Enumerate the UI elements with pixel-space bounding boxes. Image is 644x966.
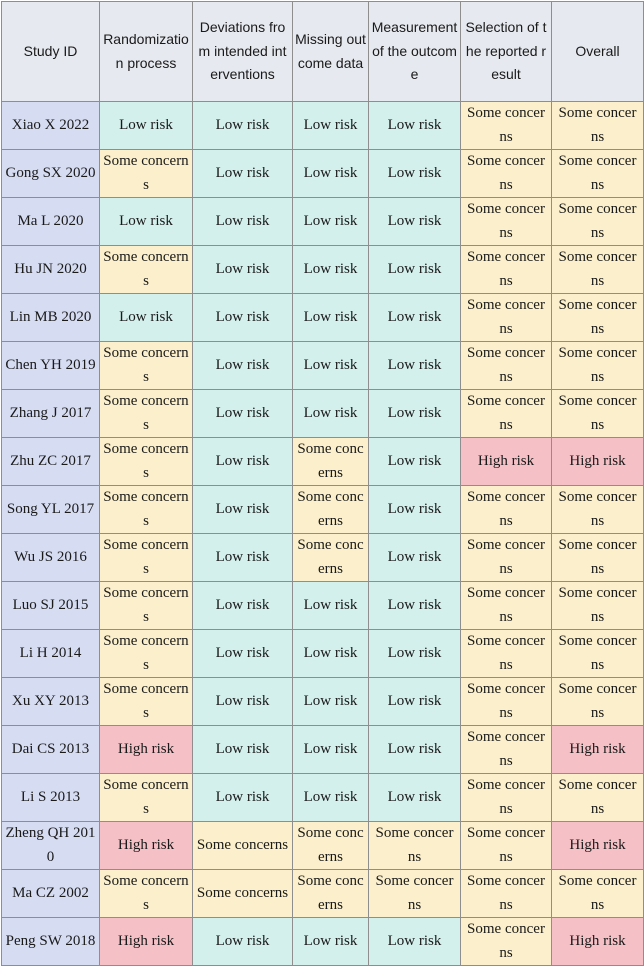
- study-id-cell: Li H 2014: [2, 630, 100, 678]
- deviations-rating-cell: Low risk: [193, 246, 293, 294]
- randomization-rating-cell: Some concerns: [100, 342, 193, 390]
- randomization-rating-cell: High risk: [100, 726, 193, 774]
- study-id-cell: Hu JN 2020: [2, 246, 100, 294]
- selection-rating-cell: Some concerns: [461, 246, 552, 294]
- deviations-rating-cell: Low risk: [193, 342, 293, 390]
- selection-rating-cell: Some concerns: [461, 630, 552, 678]
- study-id-cell: Li S 2013: [2, 774, 100, 822]
- randomization-rating-cell: Low risk: [100, 198, 193, 246]
- study-id-cell: Luo SJ 2015: [2, 582, 100, 630]
- overall-rating-cell: Some concerns: [552, 342, 644, 390]
- selection-rating-cell: Some concerns: [461, 582, 552, 630]
- missing-data-rating-cell: Low risk: [293, 774, 369, 822]
- overall-rating-cell: Some concerns: [552, 534, 644, 582]
- selection-rating-cell: Some concerns: [461, 486, 552, 534]
- deviations-rating-cell: Low risk: [193, 774, 293, 822]
- selection-rating-cell: Some concerns: [461, 102, 552, 150]
- overall-rating-cell: Some concerns: [552, 198, 644, 246]
- deviations-rating-cell: Low risk: [193, 486, 293, 534]
- missing-data-rating-cell: Low risk: [293, 390, 369, 438]
- missing-data-rating-cell: Low risk: [293, 342, 369, 390]
- randomization-rating-cell: Some concerns: [100, 582, 193, 630]
- deviations-rating-cell: Low risk: [193, 390, 293, 438]
- randomization-rating-cell: Some concerns: [100, 774, 193, 822]
- overall-rating-cell: High risk: [552, 918, 644, 966]
- randomization-rating-cell: Some concerns: [100, 438, 193, 486]
- missing-data-rating-cell: Low risk: [293, 294, 369, 342]
- study-id-cell: Zhu ZC 2017: [2, 438, 100, 486]
- missing-data-rating-cell: Low risk: [293, 102, 369, 150]
- overall-rating-cell: Some concerns: [552, 870, 644, 918]
- deviations-rating-cell: Low risk: [193, 150, 293, 198]
- randomization-rating-cell: Some concerns: [100, 486, 193, 534]
- study-id-cell: Zheng QH 2010: [2, 822, 100, 870]
- overall-rating-cell: High risk: [552, 822, 644, 870]
- missing-data-rating-cell: Some concerns: [293, 486, 369, 534]
- overall-rating-cell: High risk: [552, 438, 644, 486]
- measurement-rating-cell: Low risk: [369, 438, 461, 486]
- deviations-rating-cell: Low risk: [193, 294, 293, 342]
- missing-data-rating-cell: Low risk: [293, 726, 369, 774]
- table-row: [2, 630, 644, 678]
- randomization-rating-cell: Some concerns: [100, 630, 193, 678]
- study-id-cell: Chen YH 2019: [2, 342, 100, 390]
- missing-data-rating-cell: Low risk: [293, 678, 369, 726]
- randomization-rating-cell: High risk: [100, 822, 193, 870]
- selection-rating-cell: Some concerns: [461, 726, 552, 774]
- table-row: [2, 438, 644, 486]
- overall-rating-cell: Some concerns: [552, 150, 644, 198]
- selection-rating-cell: Some concerns: [461, 294, 552, 342]
- header-study-id: Study ID: [2, 2, 100, 102]
- randomization-rating-cell: Low risk: [100, 294, 193, 342]
- table-row: [2, 294, 644, 342]
- study-id-cell: Wu JS 2016: [2, 534, 100, 582]
- deviations-rating-cell: Low risk: [193, 198, 293, 246]
- study-id-cell: Gong SX 2020: [2, 150, 100, 198]
- header-row: [2, 2, 644, 102]
- missing-data-rating-cell: Low risk: [293, 198, 369, 246]
- overall-rating-cell: Some concerns: [552, 246, 644, 294]
- missing-data-rating-cell: Low risk: [293, 918, 369, 966]
- table-row: [2, 102, 644, 150]
- measurement-rating-cell: Low risk: [369, 390, 461, 438]
- study-id-cell: Dai CS 2013: [2, 726, 100, 774]
- selection-rating-cell: Some concerns: [461, 678, 552, 726]
- measurement-rating-cell: Low risk: [369, 726, 461, 774]
- overall-rating-cell: Some concerns: [552, 390, 644, 438]
- deviations-rating-cell: Low risk: [193, 918, 293, 966]
- table-row: [2, 678, 644, 726]
- randomization-rating-cell: Some concerns: [100, 150, 193, 198]
- header-randomization: Randomization process: [100, 2, 193, 102]
- measurement-rating-cell: Some concerns: [369, 822, 461, 870]
- overall-rating-cell: Some concerns: [552, 294, 644, 342]
- measurement-rating-cell: Low risk: [369, 534, 461, 582]
- overall-rating-cell: Some concerns: [552, 630, 644, 678]
- missing-data-rating-cell: Low risk: [293, 582, 369, 630]
- randomization-rating-cell: Some concerns: [100, 678, 193, 726]
- overall-rating-cell: Some concerns: [552, 774, 644, 822]
- deviations-rating-cell: Low risk: [193, 678, 293, 726]
- deviations-rating-cell: Low risk: [193, 726, 293, 774]
- study-id-cell: Song YL 2017: [2, 486, 100, 534]
- table-row: [2, 918, 644, 966]
- table-row: [2, 150, 644, 198]
- selection-rating-cell: Some concerns: [461, 822, 552, 870]
- header-missing-data: Missing outcome data: [293, 2, 369, 102]
- randomization-rating-cell: Some concerns: [100, 870, 193, 918]
- study-id-cell: Xu XY 2013: [2, 678, 100, 726]
- overall-rating-cell: Some concerns: [552, 678, 644, 726]
- selection-rating-cell: Some concerns: [461, 342, 552, 390]
- measurement-rating-cell: Low risk: [369, 342, 461, 390]
- measurement-rating-cell: Low risk: [369, 198, 461, 246]
- measurement-rating-cell: Low risk: [369, 150, 461, 198]
- selection-rating-cell: Some concerns: [461, 918, 552, 966]
- overall-rating-cell: Some concerns: [552, 582, 644, 630]
- selection-rating-cell: Some concerns: [461, 870, 552, 918]
- table-row: [2, 390, 644, 438]
- overall-rating-cell: High risk: [552, 726, 644, 774]
- table-row: [2, 342, 644, 390]
- measurement-rating-cell: Low risk: [369, 630, 461, 678]
- selection-rating-cell: Some concerns: [461, 198, 552, 246]
- header-deviations: Deviations from intended interventions: [193, 2, 293, 102]
- randomization-rating-cell: Some concerns: [100, 534, 193, 582]
- measurement-rating-cell: Low risk: [369, 486, 461, 534]
- selection-rating-cell: High risk: [461, 438, 552, 486]
- study-id-cell: Zhang J 2017: [2, 390, 100, 438]
- randomization-rating-cell: Some concerns: [100, 390, 193, 438]
- missing-data-rating-cell: Some concerns: [293, 438, 369, 486]
- study-id-cell: Peng SW 2018: [2, 918, 100, 966]
- study-id-cell: Ma CZ 2002: [2, 870, 100, 918]
- selection-rating-cell: Some concerns: [461, 150, 552, 198]
- deviations-rating-cell: Low risk: [193, 438, 293, 486]
- deviations-rating-cell: Low risk: [193, 102, 293, 150]
- deviations-rating-cell: Some concerns: [193, 822, 293, 870]
- missing-data-rating-cell: Low risk: [293, 150, 369, 198]
- header-overall: Overall: [552, 2, 644, 102]
- randomization-rating-cell: Some concerns: [100, 246, 193, 294]
- study-id-cell: Ma L 2020: [2, 198, 100, 246]
- measurement-rating-cell: Low risk: [369, 246, 461, 294]
- table-row: [2, 870, 644, 918]
- table-row: [2, 486, 644, 534]
- header-selection: Selection of the reported result: [461, 2, 552, 102]
- measurement-rating-cell: Some concerns: [369, 870, 461, 918]
- study-id-cell: Lin MB 2020: [2, 294, 100, 342]
- deviations-rating-cell: Some concerns: [193, 870, 293, 918]
- missing-data-rating-cell: Some concerns: [293, 534, 369, 582]
- missing-data-rating-cell: Low risk: [293, 246, 369, 294]
- randomization-rating-cell: Low risk: [100, 102, 193, 150]
- selection-rating-cell: Some concerns: [461, 534, 552, 582]
- missing-data-rating-cell: Some concerns: [293, 822, 369, 870]
- deviations-rating-cell: Low risk: [193, 582, 293, 630]
- table-row: [2, 726, 644, 774]
- measurement-rating-cell: Low risk: [369, 678, 461, 726]
- deviations-rating-cell: Low risk: [193, 534, 293, 582]
- selection-rating-cell: Some concerns: [461, 774, 552, 822]
- missing-data-rating-cell: Some concerns: [293, 870, 369, 918]
- table-body: [2, 102, 644, 966]
- measurement-rating-cell: Low risk: [369, 294, 461, 342]
- table-row: [2, 246, 644, 294]
- measurement-rating-cell: Low risk: [369, 774, 461, 822]
- selection-rating-cell: Some concerns: [461, 390, 552, 438]
- table-row: [2, 822, 644, 870]
- missing-data-rating-cell: Low risk: [293, 630, 369, 678]
- table-row: [2, 534, 644, 582]
- table-header: [2, 2, 644, 102]
- measurement-rating-cell: Low risk: [369, 582, 461, 630]
- table-row: [2, 582, 644, 630]
- deviations-rating-cell: Low risk: [193, 630, 293, 678]
- overall-rating-cell: Some concerns: [552, 102, 644, 150]
- randomization-rating-cell: High risk: [100, 918, 193, 966]
- risk-of-bias-table: [1, 1, 644, 966]
- table-row: [2, 774, 644, 822]
- measurement-rating-cell: Low risk: [369, 102, 461, 150]
- table-row: [2, 198, 644, 246]
- overall-rating-cell: Some concerns: [552, 486, 644, 534]
- study-id-cell: Xiao X 2022: [2, 102, 100, 150]
- header-measurement: Measurement of the outcome: [369, 2, 461, 102]
- measurement-rating-cell: Low risk: [369, 918, 461, 966]
